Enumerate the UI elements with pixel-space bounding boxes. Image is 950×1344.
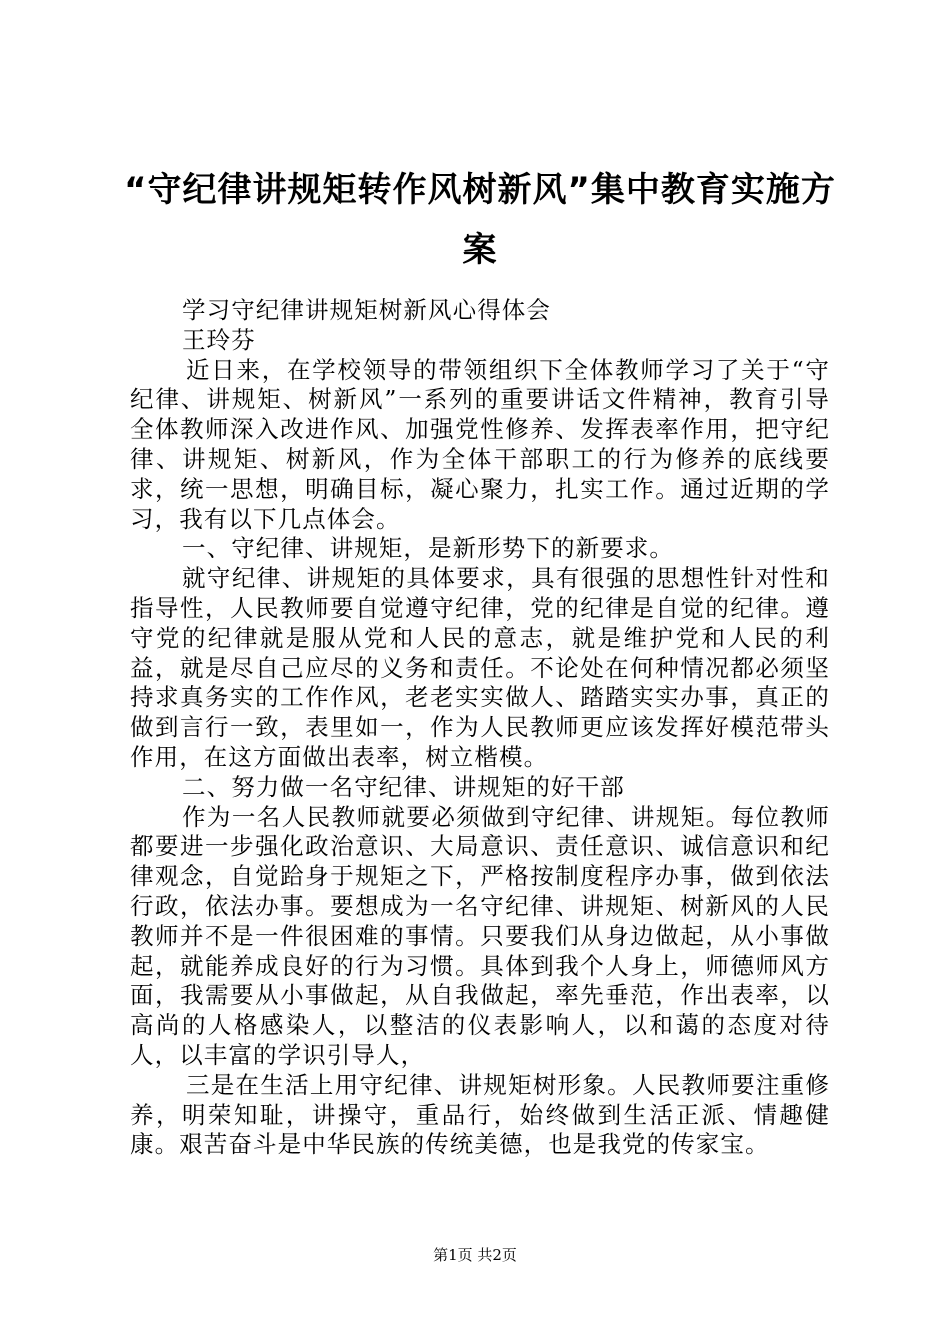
- document-body: [130, 296, 830, 1160]
- paragraph-section-2: 作为一名人民教师就要必须做到守纪律、讲规矩。每位教师都要进一步强化政治意识、大局意识、责任意识、诚信意识和纪律观念，自觉跲身于规矩之下，严格按制度程序办事，做到依法行政，依法办事。要想成为一名守纪律、讲规矩、树新风的人民教师并不是一件很困难的事情。只要我们从身边做起，从小事做起，就能养成良好的行为习惯。具体到我个人身上，师德师风方面，我需要从小事做起，从自我做起，率先垂范，作出表率，以高尚的人格感染人，以整洁的仪表影响人，以和蔼的态度对待人，以丰富的学识引导人，: [130, 802, 830, 1069]
- paragraph-section-3: 三是在生活上用守纪律、讲规矩树形象。人民教师要注重修养，明荣知耻，讲操守，重品行，始终做到生活正派、情趣健康。艰苦奋斗是中华民族的传统美德，也是我党的传家宝。: [130, 1070, 830, 1159]
- document-title: “守纪律讲规矩转作风树新风”集中教育实施方案: [124, 170, 836, 270]
- section-heading-1: 一、守纪律、讲规矩，是新形势下的新要求。: [182, 534, 674, 563]
- essay-author: 王玲芬: [182, 325, 256, 354]
- paragraph-intro: 近日来，在学校领导的带领组织下全体教师学习了关于“守纪律、讲规矩、树新风”一系列的重要讲话文件精神，教育引导全体教师深入改进作风、加强党性修养、发挥表率作用，把守纪律、讲规矩、树新风，作为全体干部职工的行为修养的底线要求，统一思想，明确目标，凝心聚力，扎实工作。通过近期的学习，我有以下几点体会。: [130, 355, 830, 533]
- paragraph-section-1: 就守纪律、讲规矩的具体要求，具有很强的思想性针对性和指导性，人民教师要自觉遵守纪律，党的纪律是自觉的纪律。遵守党的纪律就是服从党和人民的意志，就是维护党和人民的利益，就是尽自己应尽的义务和责任。不论处在何种情况都必须坚持求真务实的工作作风，老老实实做人、踏踏实实办事，真正的做到言行一致，表里如一，作为人民教师更应该发挥好模范带头作用，在这方面做出表率，树立楷模。: [130, 564, 830, 771]
- essay-subtitle: 学习守纪律讲规矩树新风心得体会: [182, 296, 551, 324]
- page-footer: 第1页 共2页: [433, 1246, 517, 1264]
- section-heading-2: 二、努力做一名守纪律、讲规矩的好干部: [182, 772, 625, 801]
